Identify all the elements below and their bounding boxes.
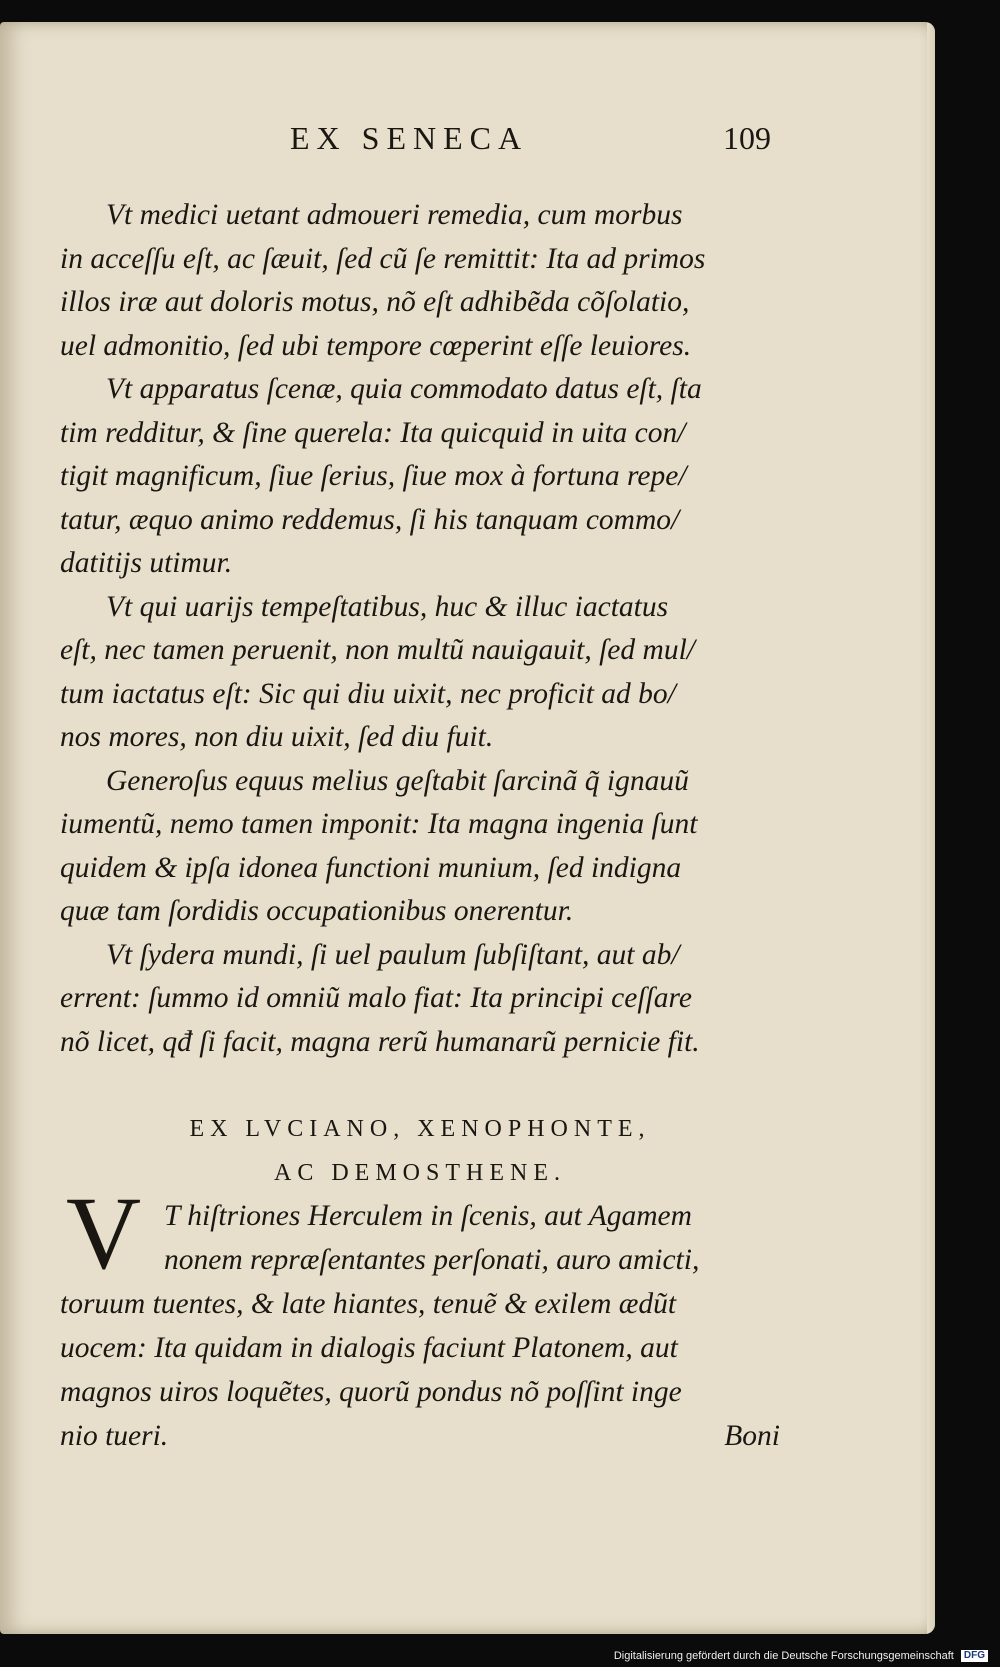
dfg-logo-icon: DFG	[961, 1650, 988, 1662]
text-line: tatur, æquo animo reddemus, ſi his tanquam commo/	[60, 503, 680, 536]
catchword: Boni	[724, 1420, 780, 1452]
text-line: Vt medici uetant admoueri remedia, cum morbus	[106, 199, 683, 231]
body-text	[60, 194, 780, 1064]
text-line: Vt qui uarijs tempeſtatibus, huc & illuc iactatus	[106, 590, 669, 623]
text-line-last	[60, 1414, 780, 1458]
section-text	[60, 1194, 780, 1458]
text-line: nõ licet, qđ ſi facit, magna rerũ humanarũ pernicie fit.	[60, 1025, 700, 1058]
text-line: uocem: Ita quidam in dialogis faciunt Platonem, aut	[60, 1332, 678, 1364]
text-line: magnos uiros loquẽtes, quorũ pondus nõ poſſint inge	[60, 1376, 682, 1408]
text-line: quæ tam ſordidis occupationibus onerentur.	[60, 895, 574, 927]
funding-credit	[614, 1650, 988, 1662]
funding-credit-text: Digitalisierung gefördert durch die Deutsche Forschungsgemeinschaft	[613, 1649, 954, 1662]
text-line: iumentũ, nemo tamen imponit: Ita magna ingenia ſunt	[60, 808, 698, 840]
text-line: Vt ſydera mundi, ſi uel paulum ſubſiſtant, aut ab/	[106, 938, 680, 971]
book-page	[0, 22, 935, 1634]
text-line: tigit magnificum, ſiue ſerius, ſiue mox à fortuna repe/	[60, 460, 687, 492]
text-line: Vt apparatus ſcenæ, quia commodato datus eſt, ſta	[106, 373, 702, 405]
drop-cap-initial: V	[66, 1176, 142, 1291]
text-line: nonem repræſentantes perſonati, auro amicti,	[164, 1244, 700, 1276]
text-line: toruum tuentes, & late hiantes, tenuẽ & exilem ædũt	[60, 1288, 677, 1320]
text-line: illos iræ aut doloris motus, nõ eſt adhibẽda cõſolatio,	[60, 286, 690, 318]
text-line: in acceſſu eſt, ac ſæuit, ſed cũ ſe remittit: Ita ad primos	[60, 242, 706, 275]
running-title: EX SENECA	[290, 120, 529, 156]
text-line: tum iactatus eſt: Sic qui diu uixit, nec proficit ad bo/	[60, 677, 676, 710]
text-line: nos mores, non diu uixit, ſed diu fuit.	[60, 721, 494, 753]
page-number: 109	[723, 120, 771, 156]
text-line: eſt, nec tamen peruenit, non multũ nauigauit, ſed mul/	[60, 634, 695, 666]
text-line: quidem & ipſa idonea functioni munium, ſed indigna	[60, 851, 682, 884]
text-line: tim redditur, & ſine querela: Ita quicquid in uita con/	[60, 416, 686, 449]
text-line: uel admonitio, ſed ubi tempore cœperint eſſe leuiores.	[60, 329, 692, 362]
section-heading	[60, 1107, 780, 1195]
text-line: Generoſus equus melius geſtabit ſarcinã q̃ ignauũ	[106, 764, 689, 797]
text-line: datitijs utimur.	[60, 547, 233, 579]
section-heading-line: AC DEMOSTHENE.	[274, 1160, 566, 1186]
text-line: nio tueri.	[60, 1420, 169, 1452]
section-heading-line: EX LVCIANO, XENOPHONTE,	[189, 1116, 651, 1142]
text-line: T hiſtriones Herculem in ſcenis, aut Agamem	[164, 1200, 692, 1232]
text-line: errent: ſummo id omniũ malo fiat: Ita principi ceſſare	[60, 982, 692, 1014]
page-edge	[927, 22, 935, 1634]
